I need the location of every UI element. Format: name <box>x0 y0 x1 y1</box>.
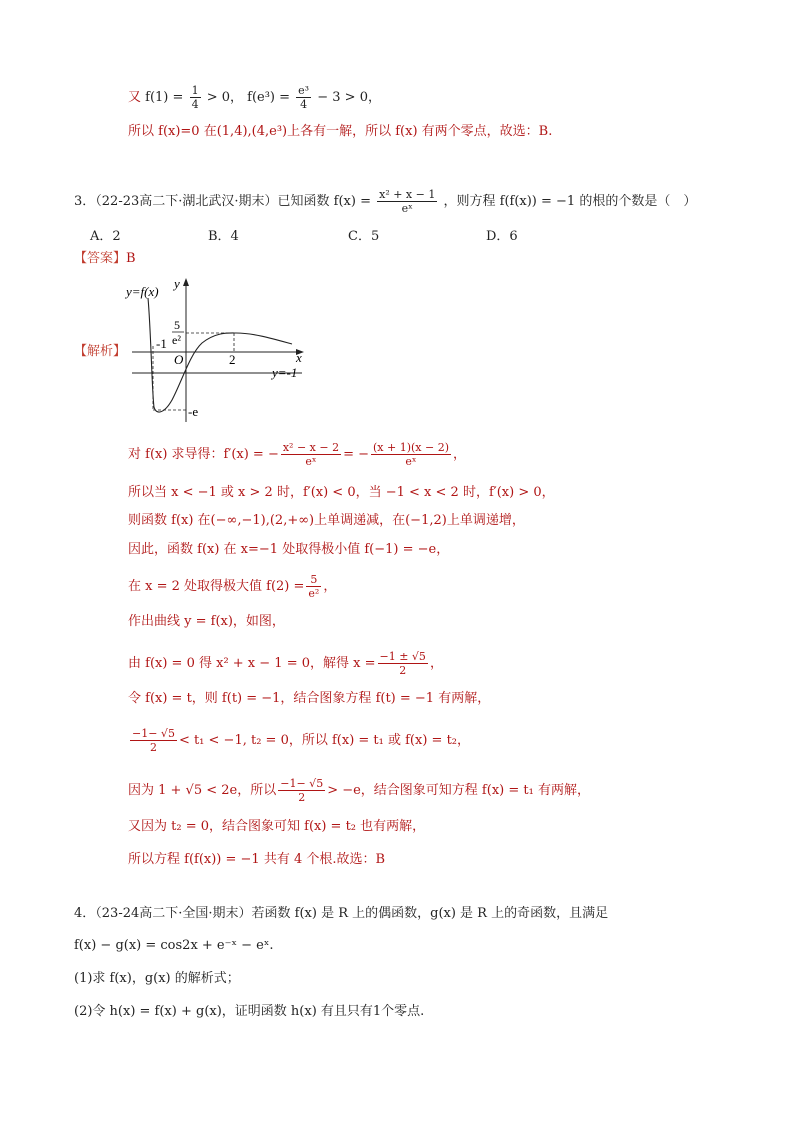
q4-equation: f(x) − g(x) = cos2x + e⁻ˣ − eˣ. <box>74 938 274 953</box>
y-axis-arrow <box>183 278 189 286</box>
function-graph <box>124 276 310 426</box>
option-b: B．4 <box>208 229 239 244</box>
curve-f <box>148 298 292 412</box>
step-7-frac: $\frac{-1 \pm √5}{2}$ <box>379 650 426 677</box>
step-9: $\frac{-1- √5}{2}$ < t₁ < −1, t₂ = 0，所以 f(x) = t₁ 或 f(x) = t₂， <box>132 727 471 754</box>
answer-label: 【答案】 <box>74 251 127 266</box>
step-12: 所以方程 f(f(x)) = −1 共有 4 个根.故选：B <box>128 852 386 867</box>
step-8: 令 f(x) = t，则 f(t) = −1，结合图象方程 f(t) = −1 有两解， <box>128 691 491 706</box>
prev-f1: f(1) = <box>145 90 184 105</box>
step-7: 由 f(x) = 0 得 x² + x − 1 = 0，解得 x = $\frac{-1 \pm √5}{2}$ ， <box>128 650 443 677</box>
curve-label: y=f(x) <box>126 284 159 299</box>
q3-fx: f(x) = <box>333 194 371 209</box>
analysis-label: 【解析】 <box>74 344 127 359</box>
step-11: 又因为 t₂ = 0，结合图象可知 f(x) = t₂ 也有两解， <box>128 819 426 834</box>
min-label: -e <box>188 404 199 419</box>
prev-text: 又 <box>128 90 142 105</box>
option-d: D．6 <box>486 229 518 244</box>
max-den-label: e² <box>172 333 181 347</box>
tick-neg1-label: -1 <box>156 336 167 351</box>
step-2: 所以当 x < −1 或 x > 2 时，f′(x) < 0，当 −1 < x < 2 时，f′(x) > 0， <box>128 485 555 500</box>
q3-function-frac: $\frac{\text{x² + x − 1}}{\text{eˣ}}$ <box>379 188 436 215</box>
step-1: 对 f(x) 求导得：f′(x) = − $\frac{\text{x² − x − 2}}{\text{eˣ}}$ = − $\frac{(x + 1)(x - 2)}{\text{eˣ}}$ ， <box>128 441 467 468</box>
option-a: A．2 <box>90 229 121 244</box>
answer-line <box>74 250 136 268</box>
tick-2-label: 2 <box>229 352 236 367</box>
line-neg1-label: y=-1 <box>272 365 298 380</box>
max-num-label: 5 <box>174 318 180 332</box>
prev-gt: > 0， <box>206 90 243 105</box>
prev-fe3: f(e³) = <box>247 90 291 105</box>
step-5: 在 x = 2 处取得极大值 f(2) = $\frac{5}{\text{e²}}$ ， <box>128 573 337 600</box>
prev-frac-2: $\frac{\text{e³}}{4}$ <box>298 84 310 111</box>
step-10-frac: $\frac{-1- √5}{2}$ <box>280 777 324 804</box>
step-1-frac-2: $\frac{(x + 1)(x - 2)}{\text{eˣ}}$ <box>373 441 450 468</box>
prev-solution-line-1 <box>128 84 381 111</box>
step-10: 因为 1 + √5 < 2e，所以 $\frac{-1- √5}{2}$ > −e，结合图象可知方程 f(x) = t₁ 有两解， <box>128 777 590 804</box>
x-axis-label: x <box>296 350 302 365</box>
y-axis-label: y <box>174 276 180 291</box>
origin-label: O <box>174 352 184 367</box>
prev-solution-line-2: 所以 f(x)=0 在(1,4),(4,e³)上各有一解，所以 f(x) 有两个零点，故选：B. <box>128 124 553 139</box>
q4-stem: 4．（23-24高二下·全国·期末）若函数 f(x) 是 R 上的偶函数，g(x) 是 R 上的奇函数，且满足 <box>74 906 609 921</box>
prev-tail: − 3 > 0， <box>317 90 381 105</box>
step-3: 则函数 f(x) 在(−∞,−1),(2,+∞)上单调递减，在(−1,2)上单调递增， <box>128 513 525 528</box>
step-4: 因此，函数 f(x) 在 x=−1 处取得极小值 f(−1) = −e， <box>128 542 450 557</box>
step-1-frac-1: $\frac{\text{x² − x − 2}}{\text{eˣ}}$ <box>282 441 340 468</box>
q4-part-1: (1)求 f(x)，g(x) 的解析式； <box>74 971 240 986</box>
step-5-frac: $\frac{5}{\text{e²}}$ <box>308 573 320 600</box>
q3-stem <box>74 188 696 215</box>
step-6: 作出曲线 y = f(x)，如图， <box>128 614 285 629</box>
option-c: C．5 <box>348 229 380 244</box>
q3-stem-prefix: 3．（22-23高二下·湖北武汉·期末）已知函数 <box>74 194 330 209</box>
q4-part-2: (2)令 h(x) = f(x) + g(x)，证明函数 h(x) 有且只有1个零点. <box>74 1004 425 1019</box>
q3-stem-suffix: ，则方程 f(f(x)) = −1 的根的个数是（ ） <box>443 194 697 209</box>
answer-value: B <box>126 251 136 266</box>
step-9-frac: $\frac{-1- √5}{2}$ <box>132 727 175 754</box>
prev-frac-1: $\frac{1}{4}$ <box>191 84 199 111</box>
